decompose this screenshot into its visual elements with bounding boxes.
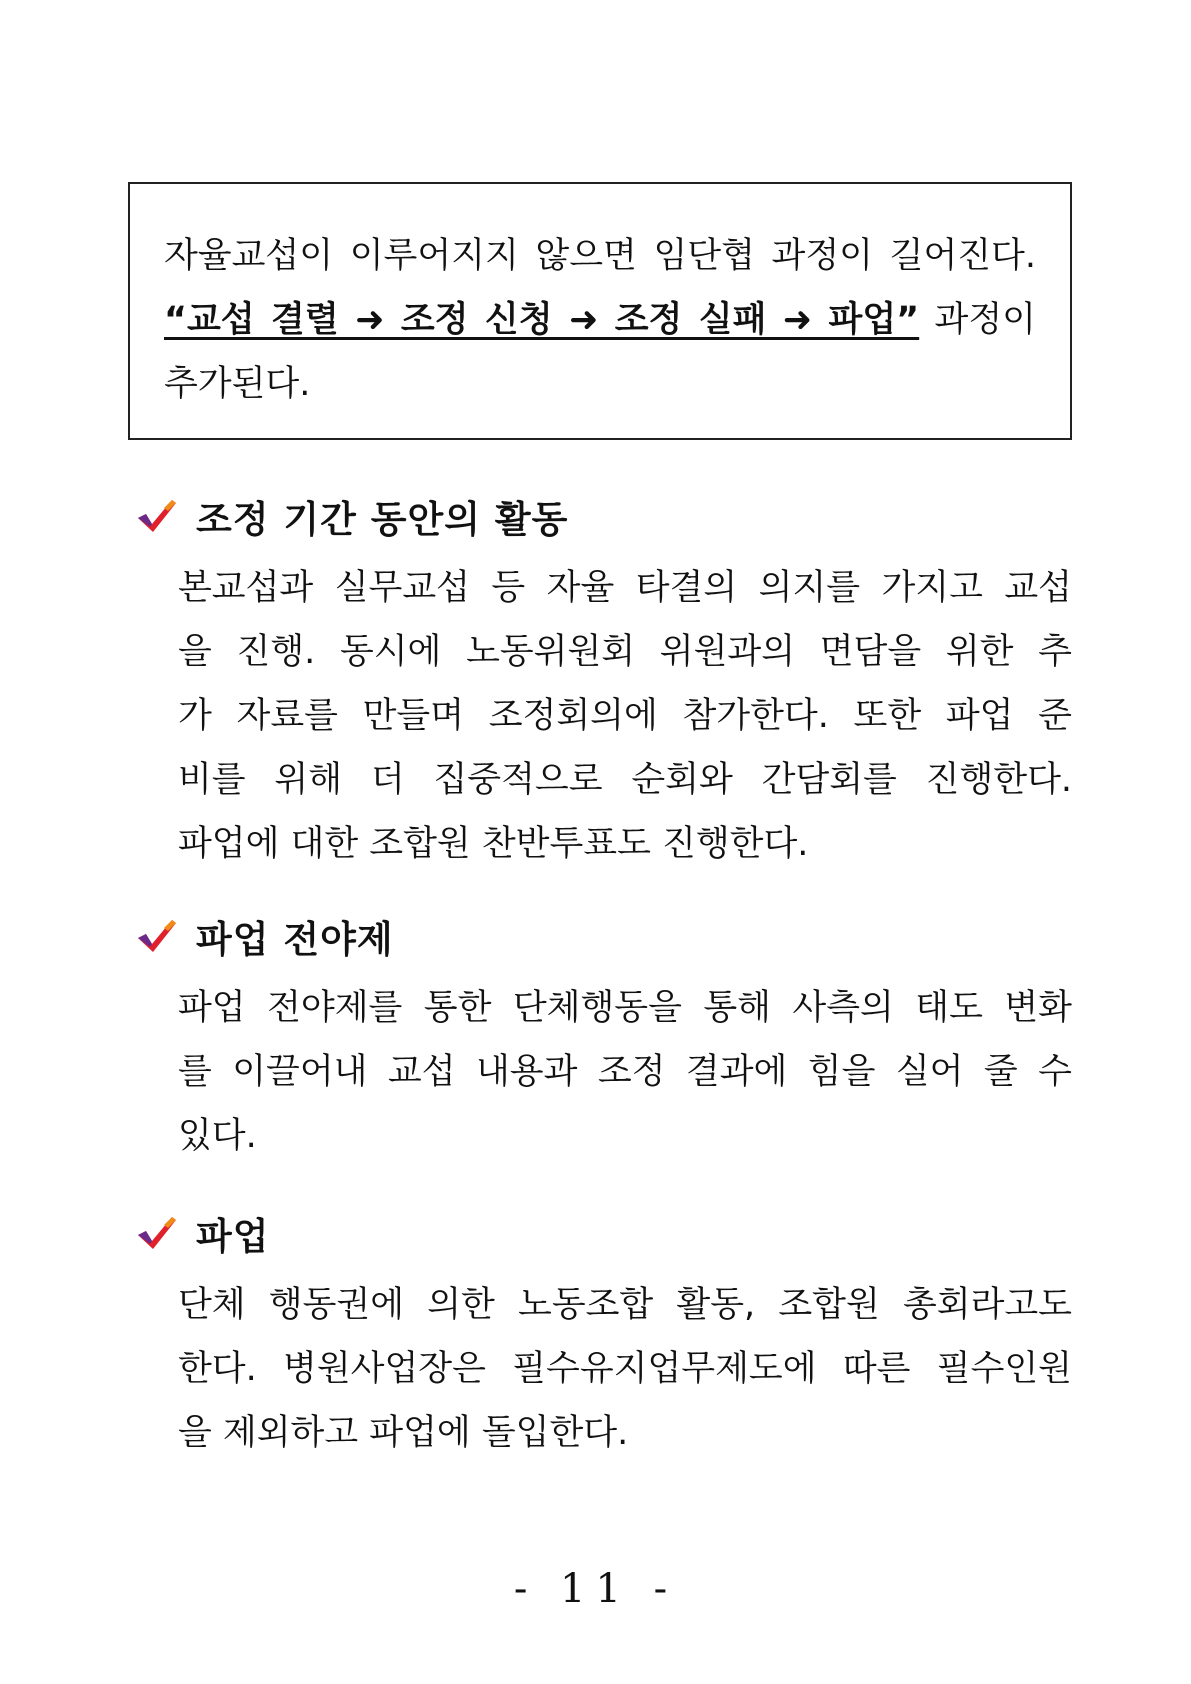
body-line: 한다. 병원사업장은 필수유지업무제도에 따른 필수인원 <box>178 1349 1072 1389</box>
process-flow-text: “교섭 결렬 ➜ 조정 신청 ➜ 조정 실패 ➜ 파업” <box>164 300 920 340</box>
summary-line-2-rest: 과정이 <box>919 300 1036 340</box>
page-number: - 11 - <box>513 1566 678 1612</box>
section-mediation-activities <box>134 486 1074 876</box>
checkmark-icon <box>134 496 178 536</box>
section-body <box>178 976 1072 1168</box>
body-line: 을 제외하고 파업에 돌입한다. <box>178 1413 629 1453</box>
section-heading <box>134 1203 1074 1263</box>
body-line: 가 자료를 만들며 조정회의에 참가한다. 또한 파업 준 <box>178 696 1072 736</box>
body-line: 비를 위해 더 집중적으로 순회와 간담회를 진행한다. <box>178 760 1072 800</box>
body-line: 파업에 대한 조합원 찬반투표도 진행한다. <box>178 824 809 864</box>
section-strike <box>134 1203 1074 1465</box>
summary-line-3: 추가된다. <box>164 364 311 404</box>
checkmark-icon <box>134 1213 178 1253</box>
summary-line-1: 자율교섭이 이루어지지 않으면 임단협 과정이 길어진다. <box>164 236 1036 276</box>
section-heading <box>134 906 1074 966</box>
body-line: 있다. <box>178 1116 257 1156</box>
section-body <box>178 1273 1072 1465</box>
section-strike-eve <box>134 906 1074 1168</box>
summary-box <box>128 182 1072 440</box>
section-body <box>178 556 1072 876</box>
section-title: 파업 전야제 <box>196 918 394 961</box>
summary-line-2 <box>164 288 1036 352</box>
body-line: 본교섭과 실무교섭 등 자율 타결의 의지를 가지고 교섭 <box>178 568 1072 608</box>
body-line: 를 이끌어내 교섭 내용과 조정 결과에 힘을 실어 줄 수 <box>178 1052 1072 1092</box>
section-heading <box>134 486 1074 546</box>
body-line: 파업 전야제를 통한 단체행동을 통해 사측의 태도 변화 <box>178 988 1072 1028</box>
body-line: 단체 행동권에 의한 노동조합 활동, 조합원 총회라고도 <box>178 1285 1072 1325</box>
section-title: 조정 기간 동안의 활동 <box>196 498 569 541</box>
checkmark-icon <box>134 916 178 956</box>
body-line: 을 진행. 동시에 노동위원회 위원과의 면담을 위한 추 <box>178 632 1072 672</box>
section-title: 파업 <box>196 1215 270 1258</box>
